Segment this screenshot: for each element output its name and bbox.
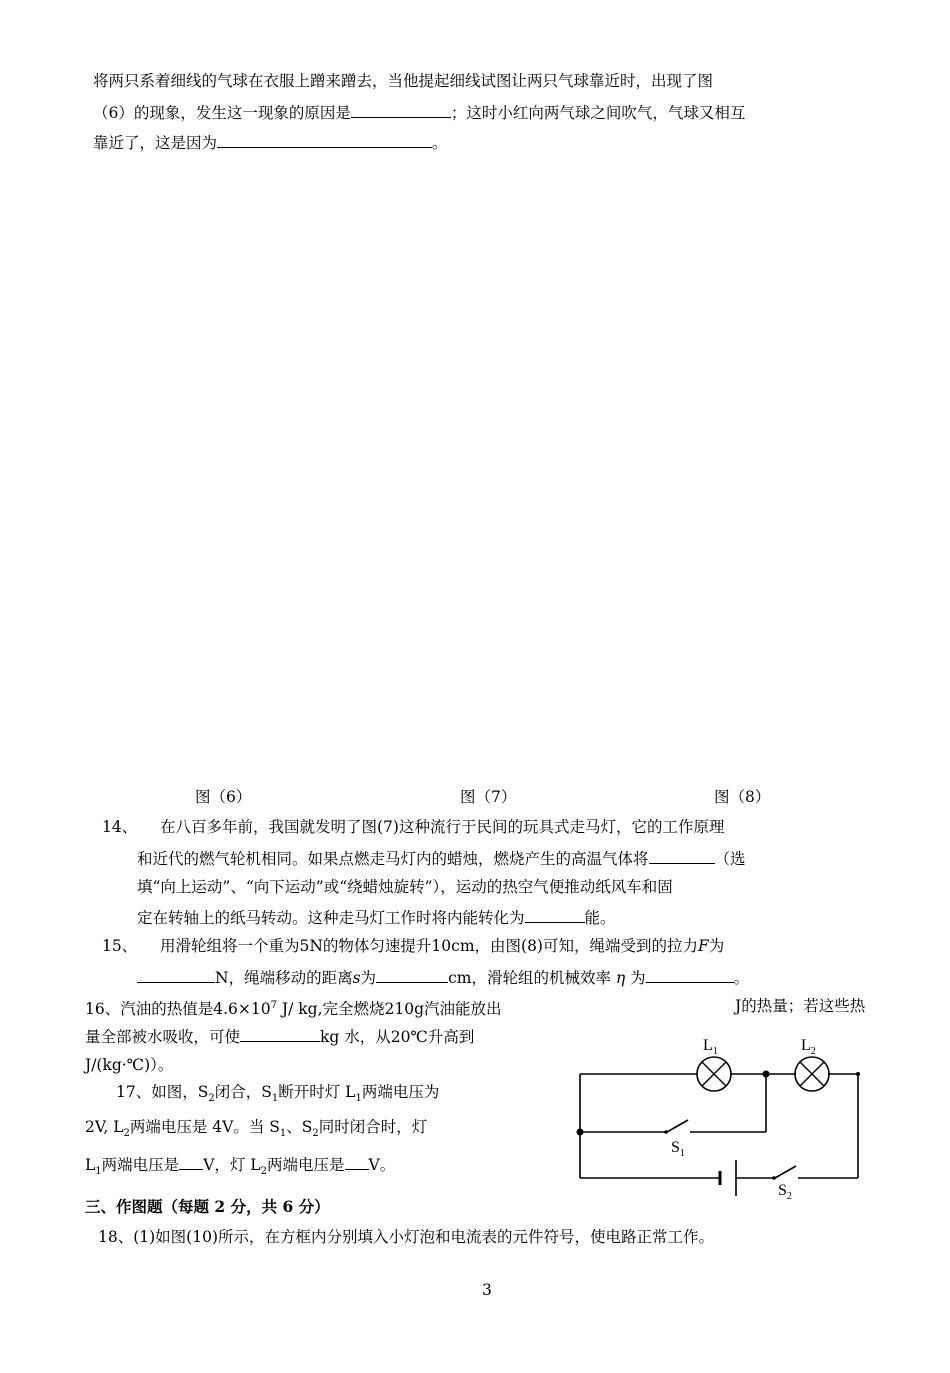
q17-text: 断开时灯 L [278, 1083, 356, 1101]
junction-dot [763, 1071, 770, 1078]
q15-blank-1[interactable] [137, 965, 215, 983]
q14-text: 能。 [584, 909, 616, 927]
q15-var-F: F [697, 937, 709, 955]
junction-dot [577, 1129, 584, 1136]
q17-sub: 1 [95, 1166, 102, 1178]
switch-contact [664, 1130, 668, 1134]
q17-sub: 2 [208, 1093, 215, 1105]
caption-fig6: 图（6） [195, 788, 252, 806]
switch-s1 [667, 1120, 688, 1132]
q16-text: kg 水，从20℃升高到 [320, 1028, 475, 1046]
q16-blank-2[interactable] [240, 1024, 320, 1042]
caption-fig8: 图（8） [714, 788, 771, 806]
q13-text: （6）的现象，发生这一现象的原因是 [93, 104, 351, 122]
q17-text: 同时闭合时，灯 [318, 1118, 428, 1136]
q17-text: 17、如图，S [116, 1083, 209, 1101]
q17-text: L [85, 1156, 96, 1174]
q16-line2 [85, 1024, 474, 1048]
q17-text: 两端电压是 [266, 1156, 345, 1174]
q17-text: V，灯 L [203, 1156, 261, 1174]
q14-text: 和近代的燃气轮机相同。如果点燃走马灯内的蜡烛，燃烧产生的高温气体将 [137, 850, 649, 868]
q16-line1 [85, 995, 502, 1020]
q14-line2 [137, 846, 746, 870]
q15-line2 [137, 965, 749, 989]
q17-text: V。 [368, 1156, 396, 1174]
q17-line2 [85, 1116, 427, 1145]
q17-text: 2V, L [85, 1118, 124, 1136]
q17-line1 [116, 1081, 439, 1110]
switch-contact [772, 1176, 776, 1180]
q17-text: 两端电压为 [361, 1083, 440, 1101]
q14-blank-1[interactable] [649, 846, 715, 864]
label-s2: $S_2$ [778, 1182, 792, 1202]
q15-blank-3[interactable] [646, 965, 734, 983]
q17-sub: 2 [260, 1166, 267, 1178]
q14-text: （选 [714, 850, 746, 868]
q15-var-s: s [352, 969, 361, 987]
switch-s2 [775, 1166, 796, 1178]
q17-text: 闭合，S [214, 1083, 272, 1101]
q17-blank-2[interactable] [345, 1152, 369, 1170]
section-3-heading: 三、作图题（每题 2 分，共 6 分） [85, 1197, 330, 1216]
q15-text: cm，滑轮组的机械效率 [448, 969, 611, 987]
q17-line3 [85, 1152, 395, 1183]
q14-line3: 填“向上运动”、“向下运动”或“绕蜡烛旋转”），运动的热空气便推动纸风车和固 [137, 878, 673, 896]
lamp-l1 [697, 1057, 731, 1091]
q14-line1: 在八百多年前，我国就发明了图(7)这种流行于民间的玩具式走马灯，它的工作原理 [160, 818, 725, 836]
q15-line1 [160, 935, 724, 957]
q16-text: 量全部被水吸收，可使 [85, 1028, 241, 1046]
page-number: 3 [482, 1281, 492, 1299]
q13-text: 靠近了，这是因为 [93, 134, 218, 152]
q15-text: 。 [733, 969, 750, 987]
q14-number: 14、 [102, 818, 138, 836]
q16-exponent: 7 [270, 1000, 277, 1011]
caption-fig7: 图（7） [460, 788, 517, 806]
q13-blank-1[interactable] [351, 100, 451, 118]
q13-line2 [93, 100, 745, 124]
circuit-diagram [570, 1032, 870, 1202]
q17-sub: 1 [271, 1093, 279, 1105]
q15-text: 为 [360, 969, 377, 987]
q17-text: 两端电压是 4V。当 S [129, 1118, 280, 1136]
junction-dot [856, 1072, 860, 1076]
q14-line4 [137, 905, 616, 929]
q16-line1-end: J的热量；若这些热 [735, 997, 866, 1015]
q14-text: 定在转轴上的纸马转动。这种走马灯工作时将内能转化为 [137, 909, 525, 927]
label-l2: $L_2$ [801, 1037, 816, 1057]
q15-number: 15、 [102, 937, 138, 955]
q17-text: 、S [286, 1118, 313, 1136]
q17-sub: 1 [279, 1128, 287, 1140]
label-l1: $L_1$ [703, 1037, 718, 1057]
q15-text: N，绳端移动的距离 [215, 969, 353, 987]
q16-text: J/ kg,完全燃烧210g汽油能放出 [276, 1000, 502, 1019]
q16-text: 16、汽油的热值是4.6×10 [85, 1000, 271, 1019]
q15-blank-2[interactable] [376, 965, 448, 983]
lamp-l2 [795, 1057, 829, 1091]
q17-sub: 2 [123, 1128, 130, 1140]
q17-text: 两端电压是 [101, 1156, 180, 1174]
label-s1: $S_1$ [671, 1139, 685, 1159]
q15-text: 为 [630, 969, 646, 987]
q17-sub: 1 [355, 1093, 362, 1105]
q13-line3 [93, 130, 448, 154]
q13-line1: 将两只系着细线的气球在衣服上蹭来蹭去，当他提起细线试图让两只气球靠近时，出现了图 [93, 72, 714, 90]
q15-text: 用滑轮组将一个重为5N的物体匀速提升10cm，由图(8)可知，绳端受到的拉力 [160, 937, 698, 955]
q14-blank-2[interactable] [525, 905, 585, 923]
q17-sub: 2 [312, 1128, 319, 1140]
q15-var-eta: η [615, 969, 626, 987]
q15-text: 为 [708, 937, 725, 955]
q13-blank-2[interactable] [217, 130, 432, 148]
q13-text: ；这时小红向两气球之间吹气，气球又相互 [450, 104, 746, 122]
q16-line3: J/(kg·℃)）。 [85, 1056, 174, 1074]
q17-blank-1[interactable] [179, 1152, 203, 1170]
q13-text: 。 [432, 134, 448, 152]
q18-line1: 18、(1)如图(10)所示，在方框内分别填入小灯泡和电流表的元件符号，使电路正常工作。 [98, 1228, 714, 1246]
